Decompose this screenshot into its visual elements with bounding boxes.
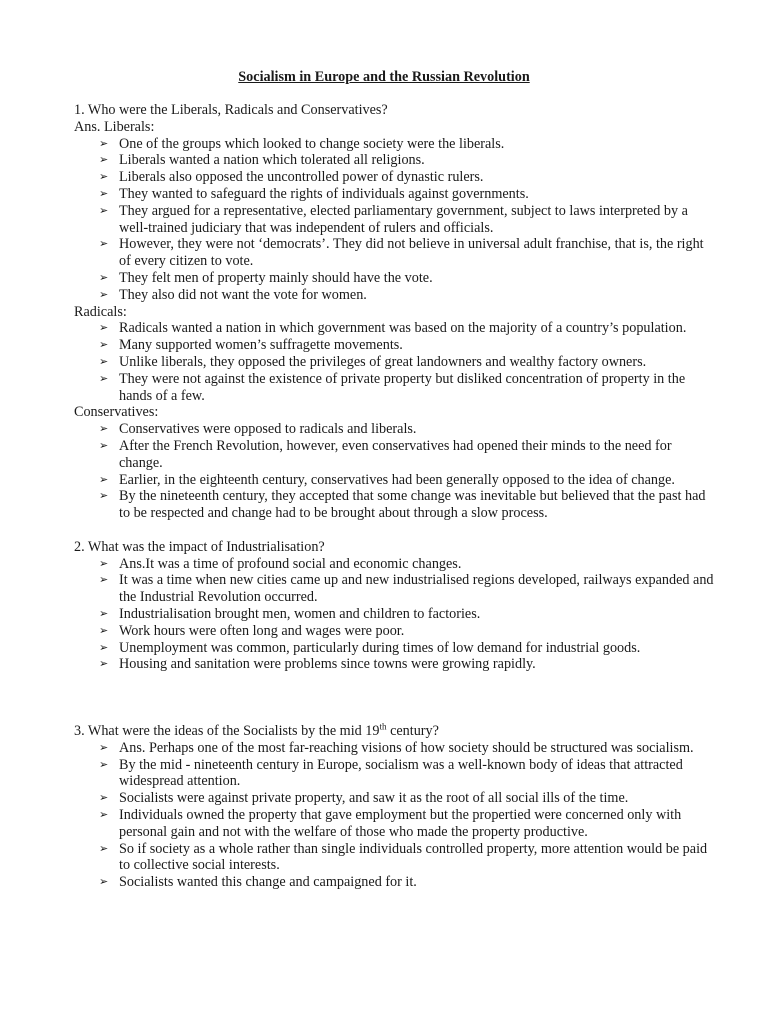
bullet-text: So if society as a whole rather than single individuals controlled property, more attention would be paid to collective social interests. xyxy=(119,840,708,874)
bullet-text: Unemployment was common, particularly during times of low demand for industrial goods. xyxy=(119,639,641,656)
bullet-item xyxy=(74,874,714,891)
bullet-item xyxy=(74,421,714,438)
arrow-bullet-icon: ➢ xyxy=(99,287,109,301)
arrow-bullet-icon: ➢ xyxy=(99,170,109,184)
arrow-bullet-icon: ➢ xyxy=(99,573,109,587)
arrow-bullet-icon: ➢ xyxy=(99,740,109,754)
conservatives-heading: Conservatives: xyxy=(74,404,159,421)
bullet-text: After the French Revolution, however, even conservatives had opened their minds to the need for change. xyxy=(119,437,672,471)
bullet-text: They argued for a representative, elected parliamentary government, subject to laws interpreted by a well-trained judiciary that was independent of rulers and officials. xyxy=(119,202,688,236)
arrow-bullet-icon: ➢ xyxy=(99,237,109,251)
document-body xyxy=(74,102,714,891)
question-3-superscript: th xyxy=(379,721,387,732)
bullet-text: By the mid - nineteenth century in Europe, socialism was a well-known body of ideas that attracted widespread attention. xyxy=(119,756,683,790)
bullet-text: Radicals wanted a nation in which government was based on the majority of a country’s population. xyxy=(119,320,687,337)
arrow-bullet-icon: ➢ xyxy=(99,606,109,620)
arrow-bullet-icon: ➢ xyxy=(99,489,109,503)
arrow-bullet-icon: ➢ xyxy=(99,841,109,855)
bullet-text: They felt men of property mainly should have the vote. xyxy=(119,269,433,286)
bullet-item xyxy=(74,606,714,623)
question-1: 1. Who were the Liberals, Radicals and Conservatives? xyxy=(74,102,388,118)
bullet-item xyxy=(74,236,714,270)
bullet-item xyxy=(74,152,714,169)
industrialisation-list xyxy=(74,556,714,674)
question-3-text-end: century? xyxy=(386,723,439,740)
arrow-bullet-icon: ➢ xyxy=(99,270,109,284)
bullet-text: Individuals owned the property that gave employment but the propertied were concerned only with personal gain and not with the welfare of those who made the property productive. xyxy=(119,807,682,840)
arrow-bullet-icon: ➢ xyxy=(99,422,109,436)
bullet-text: Industrialisation brought men, women and children to factories. xyxy=(119,605,481,622)
bullet-text: Housing and sanitation were problems since towns were growing rapidly. xyxy=(119,656,536,673)
bullet-text: Ans. Perhaps one of the most far-reaching visions of how society should be structured was socialism. xyxy=(119,739,694,756)
spacer xyxy=(74,522,714,539)
bullet-text: Socialists were against private property, and saw it as the root of all social ills of the time. xyxy=(119,790,629,807)
bullet-item xyxy=(74,371,714,405)
conservatives-list xyxy=(74,421,714,522)
question-3 xyxy=(74,723,714,740)
question-3-text: 3. What were the ideas of the Socialists by the mid 19 xyxy=(74,723,380,740)
bullet-item xyxy=(74,136,714,153)
arrow-bullet-icon: ➢ xyxy=(99,657,109,671)
bullet-text: By the nineteenth century, they accepted that some change was inevitable but believed that the past had to be respected and change had to be brought about through a slow process. xyxy=(119,488,706,522)
bullet-text: Earlier, in the eighteenth century, conservatives had been generally opposed to the idea of change. xyxy=(119,471,675,488)
bullet-item xyxy=(74,740,714,757)
bullet-item xyxy=(74,472,714,489)
arrow-bullet-icon: ➢ xyxy=(99,338,109,352)
arrow-bullet-icon: ➢ xyxy=(99,640,109,654)
bullet-text: Conservatives were opposed to radicals and liberals. xyxy=(119,421,417,438)
bullet-text: They were not against the existence of private property but disliked concentration of property in the hands of a few. xyxy=(119,370,686,404)
bullet-item xyxy=(74,841,714,875)
document-title: Socialism in Europe and the Russian Revolution xyxy=(238,69,530,85)
bullet-item xyxy=(74,556,714,573)
bullet-item xyxy=(74,757,714,791)
liberals-list xyxy=(74,136,714,304)
arrow-bullet-icon: ➢ xyxy=(99,757,109,771)
arrow-bullet-icon: ➢ xyxy=(99,808,109,822)
bullet-item xyxy=(74,287,714,304)
radicals-list xyxy=(74,320,714,404)
arrow-bullet-icon: ➢ xyxy=(99,556,109,570)
socialists-list xyxy=(74,740,714,891)
bullet-text: Unlike liberals, they opposed the privileges of great landowners and wealthy factory owners. xyxy=(119,353,647,370)
bullet-item xyxy=(74,640,714,657)
bullet-item xyxy=(74,623,714,640)
arrow-bullet-icon: ➢ xyxy=(99,186,109,200)
bullet-item xyxy=(74,572,714,606)
bullet-text: They also did not want the vote for women. xyxy=(119,286,367,303)
arrow-bullet-icon: ➢ xyxy=(99,321,109,335)
arrow-bullet-icon: ➢ xyxy=(99,153,109,167)
arrow-bullet-icon: ➢ xyxy=(99,371,109,385)
bullet-item xyxy=(74,438,714,472)
bullet-text: Work hours were often long and wages were poor. xyxy=(119,622,405,639)
answer-label-liberals: Ans. Liberals: xyxy=(74,118,155,135)
question-2: 2. What was the impact of Industrialisation? xyxy=(74,538,325,555)
radicals-heading: Radicals: xyxy=(74,303,127,320)
arrow-bullet-icon: ➢ xyxy=(99,438,109,452)
bullet-item xyxy=(74,354,714,371)
bullet-item xyxy=(74,790,714,807)
arrow-bullet-icon: ➢ xyxy=(99,354,109,368)
bullet-text: Liberals wanted a nation which tolerated all religions. xyxy=(119,152,425,169)
arrow-bullet-icon: ➢ xyxy=(99,203,109,217)
bullet-text: One of the groups which looked to change society were the liberals. xyxy=(119,135,505,152)
bullet-item xyxy=(74,656,714,673)
bullet-item xyxy=(74,337,714,354)
bullet-text: They wanted to safeguard the rights of individuals against governments. xyxy=(119,185,529,202)
bullet-text: It was a time when new cities came up and new industrialised regions developed, railways expanded and the Industrial Revolution occurred. xyxy=(119,572,714,606)
bullet-item xyxy=(74,186,714,203)
arrow-bullet-icon: ➢ xyxy=(99,875,109,889)
bullet-item xyxy=(74,169,714,186)
bullet-item xyxy=(74,270,714,287)
bullet-text: Liberals also opposed the uncontrolled power of dynastic rulers. xyxy=(119,169,484,186)
bullet-text: However, they were not ‘democrats’. They did not believe in universal adult franchise, that is, the right of every citizen to vote. xyxy=(119,236,704,270)
arrow-bullet-icon: ➢ xyxy=(99,791,109,805)
bullet-text: Ans.It was a time of profound social and economic changes. xyxy=(119,555,462,572)
bullet-text: Many supported women’s suffragette movements. xyxy=(119,337,403,354)
bullet-item xyxy=(74,203,714,237)
bullet-text: Socialists wanted this change and campaigned for it. xyxy=(119,874,417,891)
arrow-bullet-icon: ➢ xyxy=(99,472,109,486)
arrow-bullet-icon: ➢ xyxy=(99,136,109,150)
bullet-item xyxy=(74,488,714,522)
bullet-item xyxy=(74,320,714,337)
arrow-bullet-icon: ➢ xyxy=(99,623,109,637)
bullet-item xyxy=(74,807,714,841)
spacer xyxy=(74,673,714,723)
